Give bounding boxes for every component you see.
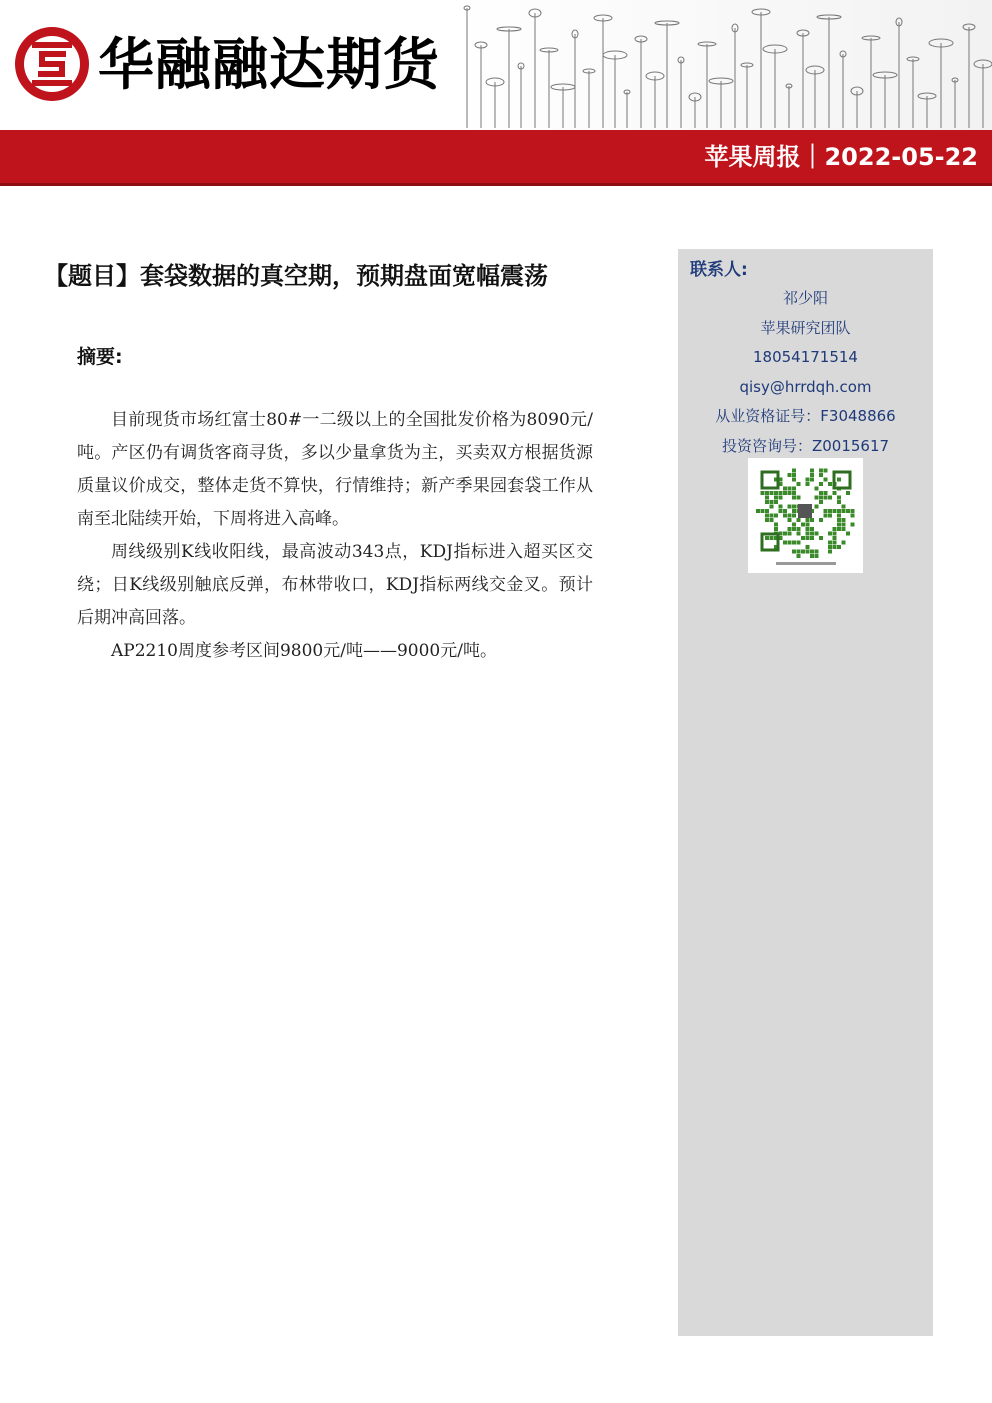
qr-cell <box>846 491 850 495</box>
qr-cell <box>828 545 832 549</box>
qr-cell <box>761 491 765 495</box>
summary-paragraph: 周线级别K线收阳线，最高波动343点，KDJ指标进入超买区交绕；日K线级别触底反弹，布林带收口，KDJ指标两线交金叉。预计后期冲高回落。 <box>77 542 593 628</box>
qr-cell <box>810 550 814 554</box>
contact-heading: 联系人: <box>690 260 748 280</box>
qr-cell <box>774 491 778 495</box>
qr-cell <box>851 509 855 513</box>
qr-cell <box>833 509 837 513</box>
qr-cell <box>815 550 819 554</box>
qr-cell <box>819 469 823 473</box>
qr-cell <box>828 496 832 500</box>
qr-cell <box>806 482 810 486</box>
qr-cell <box>837 514 841 518</box>
qr-cell <box>837 518 841 522</box>
qr-cell <box>824 514 828 518</box>
qr-cell <box>770 505 774 509</box>
contact-phone: 18054171514 <box>753 348 858 366</box>
qr-cell <box>792 478 796 482</box>
qr-cell <box>810 536 814 540</box>
qr-cell <box>788 473 792 477</box>
qr-cell <box>788 514 792 518</box>
qr-cell <box>842 509 846 513</box>
qr-cell <box>837 527 841 531</box>
qr-cell <box>792 550 796 554</box>
decorative-pattern <box>455 0 992 130</box>
qr-cell <box>828 514 832 518</box>
company-logo-icon <box>12 24 92 104</box>
qr-cell <box>801 550 805 554</box>
qr-cell <box>828 509 832 513</box>
qr-cell <box>810 527 814 531</box>
qr-cell <box>779 491 783 495</box>
qr-cell <box>792 505 796 509</box>
qr-cell <box>797 541 801 545</box>
qr-cell <box>815 554 819 558</box>
qr-cell <box>810 473 814 477</box>
qr-cell <box>833 532 837 536</box>
qr-cell <box>765 509 769 513</box>
contact-license: 从业资格证号：F3048866 <box>715 407 896 425</box>
qr-cell <box>842 505 846 509</box>
qr-cell <box>828 541 832 545</box>
qr-cell <box>792 509 796 513</box>
qr-cell <box>806 550 810 554</box>
qr-cell <box>783 509 787 513</box>
qr-cell <box>788 518 792 522</box>
qr-cell <box>770 491 774 495</box>
contact-advisory-number: 投资咨询号：Z0015617 <box>721 436 890 455</box>
qr-cell <box>815 496 819 500</box>
qr-cell <box>819 500 823 504</box>
qr-cell <box>770 514 774 518</box>
qr-cell <box>837 478 841 482</box>
qr-cell <box>837 496 841 500</box>
qr-cell <box>842 523 846 527</box>
qr-cell <box>774 527 778 531</box>
qr-cell <box>779 505 783 509</box>
qr-cell <box>797 550 801 554</box>
qr-cell <box>770 518 774 522</box>
qr-cell <box>837 523 841 527</box>
qr-cell <box>797 554 801 558</box>
qr-cell <box>833 545 837 549</box>
qr-cell <box>815 487 819 491</box>
qr-cell <box>819 518 823 522</box>
qr-cell <box>783 491 787 495</box>
qr-cell <box>824 509 828 513</box>
qr-cell <box>819 536 823 540</box>
qr-cell <box>824 496 828 500</box>
page-header <box>0 0 992 186</box>
qr-cell <box>828 550 832 554</box>
contact-sidebar <box>678 249 933 1336</box>
qr-cell <box>788 487 792 491</box>
qr-cell <box>801 523 805 527</box>
qr-cell <box>833 491 837 495</box>
qr-cell <box>806 478 810 482</box>
qr-cell <box>779 509 783 513</box>
qr-cell <box>788 491 792 495</box>
qr-cell <box>774 500 778 504</box>
qr-cell <box>765 518 769 522</box>
contact-team: 苹果研究团队 <box>760 318 851 337</box>
qr-cell <box>770 500 774 504</box>
qr-cell <box>824 469 828 473</box>
qr-cell <box>765 496 769 500</box>
qr-cell <box>788 541 792 545</box>
qr-cell <box>806 523 810 527</box>
qr-cell <box>842 541 846 545</box>
qr-cell <box>788 505 792 509</box>
qr-cell <box>837 500 841 504</box>
qr-cell <box>765 514 769 518</box>
qr-cell <box>797 532 801 536</box>
qr-cell <box>792 496 796 500</box>
qr-cell <box>783 487 787 491</box>
qr-cell <box>806 532 810 536</box>
wechat-qr-code-icon <box>748 458 863 573</box>
qr-cell <box>819 496 823 500</box>
qr-cell <box>774 496 778 500</box>
qr-cell <box>801 536 805 540</box>
qr-cell <box>797 482 801 486</box>
qr-cell <box>783 532 787 536</box>
report-type-date: 苹果周报｜2022-05-22 <box>704 143 978 171</box>
qr-cell <box>770 536 774 540</box>
contact-list <box>678 284 933 461</box>
summary-paragraph: AP2210周度参考区间9800元/吨——9000元/吨。 <box>111 641 497 661</box>
qr-cell <box>792 527 796 531</box>
qr-cell <box>810 478 814 482</box>
contact-email: qisy@hrrdqh.com <box>739 377 872 396</box>
qr-cell <box>833 527 837 531</box>
qr-cell <box>797 496 801 500</box>
summary-paragraph: 目前现货市场红富士80#一二级以上的全国批发价格为8090元/吨。产区仍有调货客商寻货，多以少量拿货为主，买卖双方根据货源质量议价成交，整体走货不算快，行情维持；新产季果园套袋工作从南至北陆续开始，下周将进入高峰。 <box>77 410 593 529</box>
qr-cell <box>806 545 810 549</box>
qr-cell <box>851 523 855 527</box>
qr-cell <box>806 536 810 540</box>
qr-cell <box>828 532 832 536</box>
qr-cell <box>819 491 823 495</box>
qr-cell <box>828 482 832 486</box>
qr-cell <box>765 536 769 540</box>
qr-cell <box>815 505 819 509</box>
qr-cell <box>774 514 778 518</box>
header-red-bar-shadow <box>0 183 992 186</box>
qr-cell <box>842 518 846 522</box>
brand-name: 华融融达期货 <box>98 33 440 98</box>
contact-name: 祁少阳 <box>782 289 828 307</box>
qr-cell <box>819 473 823 477</box>
qr-cell <box>792 487 796 491</box>
qr-cell <box>792 491 796 495</box>
qr-cell <box>783 514 787 518</box>
qr-cell <box>792 523 796 527</box>
qr-cell <box>833 541 837 545</box>
qr-cell <box>792 473 796 477</box>
qr-cell <box>810 532 814 536</box>
qr-cell <box>788 532 792 536</box>
qr-cell <box>824 491 828 495</box>
qr-cell <box>806 518 810 522</box>
qr-cell <box>779 496 783 500</box>
qr-cell <box>765 491 769 495</box>
qr-cell <box>797 518 801 522</box>
qr-cell <box>851 514 855 518</box>
qr-cell <box>815 532 819 536</box>
qr-cell <box>765 500 769 504</box>
qr-cell <box>842 527 846 531</box>
qr-cell <box>792 514 796 518</box>
qr-cell <box>833 536 837 540</box>
summary-body <box>77 404 593 668</box>
qr-cell <box>788 527 792 531</box>
qr-cell <box>810 469 814 473</box>
qr-cell <box>761 509 765 513</box>
summary-heading: 摘要: <box>77 346 123 368</box>
qr-cell <box>846 532 850 536</box>
qr-cell <box>774 523 778 527</box>
qr-cell <box>846 509 850 513</box>
qr-cell <box>819 482 823 486</box>
qr-cell <box>806 527 810 531</box>
qr-cell <box>783 541 787 545</box>
qr-cell <box>792 541 796 545</box>
qr-cell <box>797 527 801 531</box>
qr-cell <box>837 545 841 549</box>
qr-cell <box>837 509 841 513</box>
qr-cell <box>824 478 828 482</box>
qr-cell <box>792 469 796 473</box>
qr-cell <box>810 518 814 522</box>
report-title: 【题目】套袋数据的真空期，预期盘面宽幅震荡 <box>44 262 548 290</box>
qr-cell <box>810 554 814 558</box>
qr-cell <box>756 509 760 513</box>
